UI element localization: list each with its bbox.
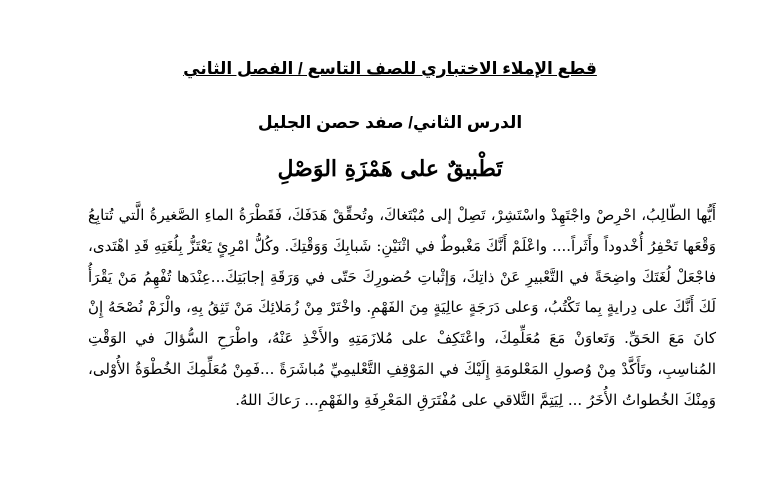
topic-heading: تَطْبيقٌ على هَمْزَةِ الوَصْلِ <box>277 156 503 182</box>
document-title-text: قطع الإملاء الاختباري للصف التاسع / الفصل الثاني <box>183 59 597 78</box>
document-title <box>0 57 780 81</box>
dictation-paragraph: أَيُّها الطّالِبُ، احْرِصْ واجْتَهِدْ واسْتَشِرْ، تَصِلْ إلى مُبْتَغاكَ، وتُحقِّقْ هَدَفَكَ، فَقَطْرَةُ الماءِ الصَّغيرةُ الَّتي تُتابِعُ وَقْعَها تَحْفِرُ أُخْدوداً وأَثَراً.... واعْلَمْ أَنَّكَ مَغْبوطٌ في اثْنَيْنِ: شَبابِكَ وَوَقْتِكَ. وكُلُّ امْرِئٍ يَعْتَزُّ بِلُغَتِهِ قَدِ اهْتَدى، فاجْعَلْ لُغَتَكَ واضِحَةً في التَّعْبيرِ عَنْ ذاتِكَ، وَإثْباتِ حُضورِكَ حَتّى في وَرَقَةِ إجابَتِكَ...عِنْدَها تُفْهِمُ مَنْ يَقْرَأُ لَكَ أَنَّكَ على دِرايةٍ بِما تَكْتُبُ، وَعلى دَرَجَةٍ عالِيَةٍ مِنَ الفَهْمِ. واخْتَرْ مِنْ زُمَلائِكَ مَنْ تَثِقُ بِهِ، والْزَمْ نُصْحَهُ إِنْ كانَ مَعَ الحَقِّ. وَتَعاوَنْ مَعَ مُعَلِّمِكَ، واعْتَكِفْ على مُلازَمَتِهِ والأَخْذِ عَنْهُ، واطْرَحِ السُّؤالَ في الوَقْتِ المُناسِبِ، وتَأَكَّدْ مِنْ وُصولِ المَعْلومَةِ إِلَيْكَ في المَوْقِفِ التَّعْليمِيِّ مُباشَرَةً ...فَمِنْ مُعَلِّمِكَ الخُطْوَةُ الأُوْلى، وَمِنْكَ الخُطواتُ الأُخَرُ ... لِيَتِمَّ التَّلاقي على مُفْتَرَقِ المَعْرِفَةِ والفَهْمِ... رَعاكَ اللهُ. <box>88 206 716 409</box>
lesson-heading: الدرس الثاني/ صفد حصن الجليل <box>257 113 523 132</box>
